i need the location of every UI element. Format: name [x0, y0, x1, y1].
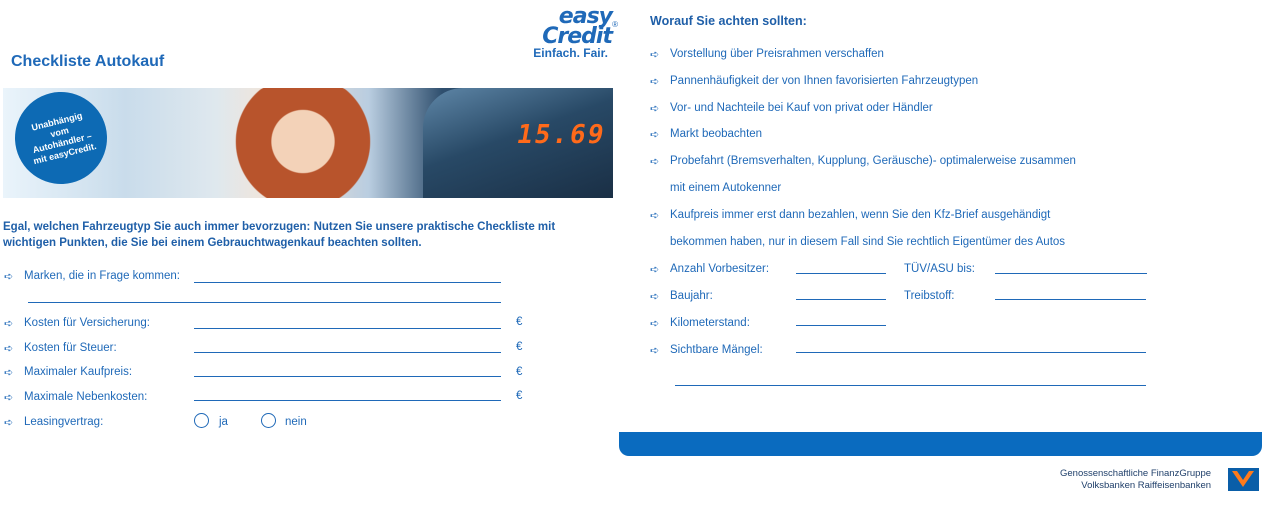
field-label-treibstoff: Treibstoff: — [904, 290, 955, 302]
tip-item: Vorstellung über Preisrahmen verschaffen — [670, 48, 884, 60]
arrow-icon: ➪ — [4, 392, 14, 404]
tuev-input-line[interactable] — [995, 273, 1147, 274]
maengel-input-line-2[interactable] — [675, 385, 1146, 386]
euro-symbol: € — [516, 316, 523, 328]
footer-line-2: Volksbanken Raiffeisenbanken — [1081, 480, 1212, 491]
price-display: 15.69 — [514, 120, 608, 150]
logo-text-easy: easy — [558, 4, 612, 29]
arrow-icon: ➪ — [4, 417, 14, 429]
logo-slogan: Einfach. Fair. — [533, 46, 608, 60]
woman-photo — [218, 88, 388, 198]
kaufpreis-input-line[interactable] — [194, 376, 501, 377]
vorbesitzer-input-line[interactable] — [796, 273, 886, 274]
hero-photo — [3, 88, 613, 198]
arrow-icon: ➪ — [4, 343, 14, 355]
tip-item-continued: bekommen haben, nur in diesem Fall sind Sie rechtlich Eigentümer des Autos — [670, 236, 1066, 248]
arrow-icon: ➪ — [650, 129, 660, 141]
euro-symbol: € — [516, 366, 523, 378]
footer-bar — [619, 432, 1262, 456]
arrow-icon: ➪ — [4, 367, 14, 379]
arrow-icon: ➪ — [650, 291, 660, 303]
tip-item: Markt beobachten — [670, 128, 763, 140]
arrow-icon: ➪ — [650, 49, 660, 61]
tip-item: Kaufpreis immer erst dann bezahlen, wenn Sie den Kfz-Brief ausgehändigt — [670, 209, 1051, 221]
field-label-baujahr: Baujahr: — [670, 290, 713, 302]
leasing-no-radio[interactable] — [261, 413, 276, 428]
tip-item: Vor- und Nachteile bei Kauf von privat oder Händler — [670, 102, 933, 114]
field-label-tuev: TÜV/ASU bis: — [904, 263, 975, 275]
arrow-icon: ➪ — [4, 271, 14, 283]
intro-text: Egal, welchen Fahrzeugtyp Sie auch immer bevorzugen: Nutzen Sie unsere praktische Checkliste mit wichtigen Punkten, die Sie bei einem Gebrauchtwagenkauf beachten sollten. — [3, 221, 556, 249]
tips-heading: Worauf Sie achten sollten: — [650, 14, 807, 28]
easycredit-logo — [500, 6, 618, 62]
field-label-vorbesitzer: Anzahl Vorbesitzer: — [670, 263, 770, 275]
versicherung-input-line[interactable] — [194, 328, 501, 329]
field-label-nebenkosten: Maximale Nebenkosten: — [24, 391, 148, 403]
field-label-kilometerstand: Kilometerstand: — [670, 317, 750, 329]
tip-item-continued: mit einem Autokenner — [670, 182, 782, 194]
steuer-input-line[interactable] — [194, 352, 501, 353]
promo-badge — [5, 88, 117, 194]
arrow-icon: ➪ — [650, 156, 660, 168]
logo-text-credit: Credit — [542, 24, 612, 49]
footer-line-1: Genossenschaftliche FinanzGruppe — [1060, 468, 1212, 479]
volksbank-logo-icon — [1228, 468, 1259, 491]
page-title: Checkliste Autokauf — [11, 53, 165, 70]
marken-input-line-2[interactable] — [28, 302, 501, 303]
field-label-versicherung: Kosten für Versicherung: — [24, 317, 150, 329]
arrow-icon: ➪ — [650, 318, 660, 330]
footer-text — [1060, 468, 1211, 492]
field-label-kaufpreis: Maximaler Kaufpreis: — [24, 366, 133, 378]
treibstoff-input-line[interactable] — [995, 299, 1146, 300]
field-label-marken: Marken, die in Frage kommen: — [24, 270, 180, 282]
leasing-no-label: nein — [285, 416, 307, 428]
baujahr-input-line[interactable] — [796, 299, 886, 300]
euro-symbol: € — [516, 390, 523, 402]
arrow-icon: ➪ — [650, 103, 660, 115]
arrow-icon: ➪ — [650, 210, 660, 222]
maengel-input-line[interactable] — [796, 352, 1146, 353]
leasing-yes-radio[interactable] — [194, 413, 209, 428]
arrow-icon: ➪ — [650, 345, 660, 357]
field-label-steuer: Kosten für Steuer: — [24, 342, 117, 354]
kilometerstand-input-line[interactable] — [796, 325, 886, 326]
field-label-maengel: Sichtbare Mängel: — [670, 344, 763, 356]
marken-input-line[interactable] — [194, 282, 501, 283]
arrow-icon: ➪ — [650, 264, 660, 276]
car-photo — [423, 88, 613, 198]
arrow-icon: ➪ — [4, 318, 14, 330]
field-label-leasing: Leasingvertrag: — [24, 416, 104, 428]
vb-logo-v-inner — [1237, 471, 1249, 480]
euro-symbol: € — [516, 341, 523, 353]
promo-badge-text: Unabhängig vom Autohändler – mit easyCredit. — [30, 110, 98, 167]
arrow-icon: ➪ — [650, 76, 660, 88]
leasing-yes-label: ja — [219, 416, 228, 428]
tip-item: Probefahrt (Bremsverhalten, Kupplung, Geräusche)- optimalerweise zusammen — [670, 155, 1076, 167]
logo-registered-mark: ® — [612, 20, 618, 29]
tip-item: Pannenhäufigkeit der von Ihnen favorisierten Fahrzeugtypen — [670, 75, 979, 87]
nebenkosten-input-line[interactable] — [194, 400, 501, 401]
